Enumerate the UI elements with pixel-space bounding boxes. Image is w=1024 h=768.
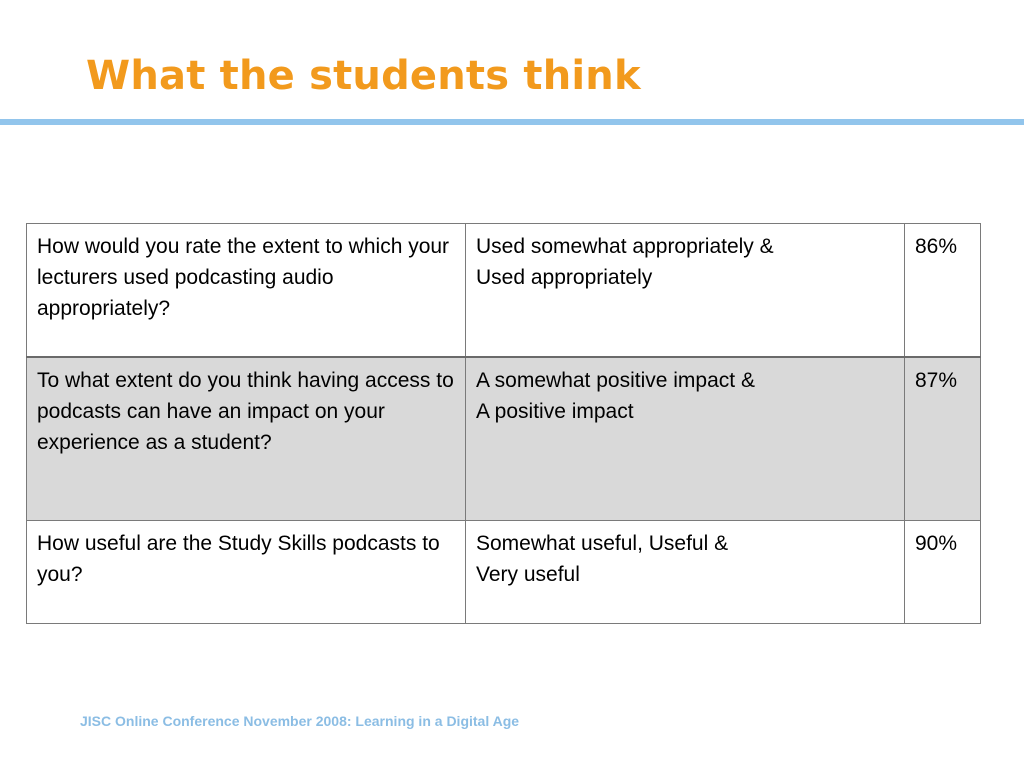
survey-results-table	[26, 223, 981, 624]
question-cell: How would you rate the extent to which your lecturers used podcasting audio appropriately?	[27, 224, 466, 357]
answer-cell	[466, 224, 905, 357]
table-row	[27, 357, 981, 521]
answer-cell	[466, 521, 905, 624]
answer-cell	[466, 357, 905, 521]
slide-title: What the students think	[86, 53, 641, 99]
answer-line: Very useful	[476, 563, 580, 586]
percent-cell: 87%	[905, 357, 981, 521]
footer-text: JISC Online Conference November 2008: Learning in a Digital Age	[80, 713, 520, 729]
table-row	[27, 224, 981, 357]
answer-line: A somewhat positive impact &	[476, 368, 755, 392]
title-divider	[0, 119, 1024, 125]
answer-line: A positive impact	[476, 399, 634, 423]
percent-cell: 86%	[905, 224, 981, 357]
answer-line: Somewhat useful, Useful &	[476, 532, 729, 555]
answer-line: Used appropriately	[476, 266, 653, 289]
question-cell: How useful are the Study Skills podcasts to you?	[27, 521, 466, 624]
question-cell: To what extent do you think having access to podcasts can have an impact on your experience as a student?	[27, 357, 466, 521]
percent-cell: 90%	[905, 521, 981, 624]
answer-line: Used somewhat appropriately &	[476, 235, 774, 258]
table-row	[27, 521, 981, 624]
